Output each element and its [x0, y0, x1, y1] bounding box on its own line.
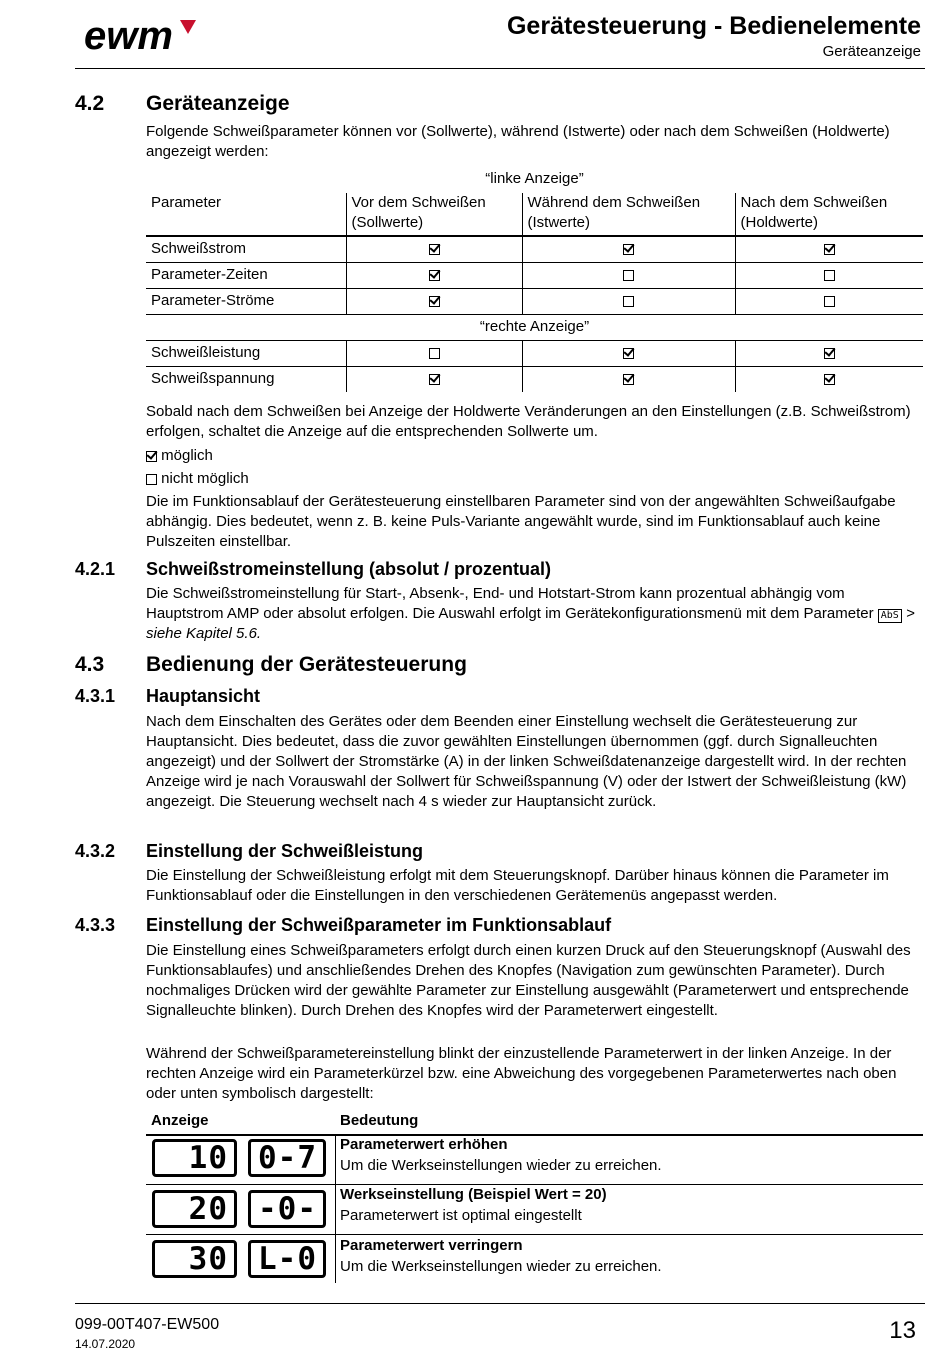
table-row: [146, 340, 923, 366]
right-lcd-display: 0-7: [248, 1139, 326, 1177]
checked-box-icon: [429, 374, 440, 385]
table-row: [146, 1234, 923, 1283]
col-display: Anzeige: [151, 1112, 209, 1129]
chapter-reference-link[interactable]: > siehe Kapitel 5.6.: [146, 605, 915, 642]
meaning-title: Parameterwert verringern: [340, 1237, 523, 1254]
empty-box-icon: [146, 474, 157, 485]
row-label: Schweißleistung: [151, 344, 261, 361]
col-parameter: Parameter: [151, 194, 222, 211]
empty-box-icon: [623, 296, 634, 307]
table-row: [146, 262, 923, 288]
meaning-title: Werkseinstellung (Beispiel Wert = 20): [340, 1186, 607, 1203]
checked-box-icon: [623, 244, 634, 255]
parameter-blink-text: Während der Schweißparametereinstellung blinkt der einzustellende Parameterwert in der linken Anzeige. In der rechten Anzeige wird ein Parameterkürzel bzw. eine Abweichung des vorgegebenen Parameterwertes nach oben oder unten symbolisch dargestellt:: [146, 1045, 897, 1102]
main-view-text: Nach dem Einschalten des Gerätes oder dem Beenden einer Einstellung wechselt die Gerätesteuerung zur Hauptansicht. Dies bedeutet, dass die zuvor gewählten Einstellungen übernommen (ggf. durch Signalleuchten angezeigt) und der Sollwert der Stromstärke (A) in der linken Schweißdatenanzeige dargestellt wird. In der rechten Anzeige wird je nach Vorauswahl der Sollwert für Schweißspannung (V) oder der Istwert der Schweißleistung (kW) angezeigt. Die Steuerung wechselt nach 4 s wieder zur Hauptansicht zurück.: [146, 713, 907, 810]
table-row: [146, 366, 923, 392]
section-number-4-3: 4.3: [75, 653, 105, 676]
header-divider: [75, 68, 925, 69]
empty-box-icon: [429, 348, 440, 359]
empty-box-icon: [824, 296, 835, 307]
right-display-heading: “rechte Anzeige”: [479, 318, 590, 335]
checked-box-icon: [623, 374, 634, 385]
right-lcd-display: -0-: [248, 1190, 326, 1228]
checked-box-icon: [824, 244, 835, 255]
legend-possible: [146, 446, 921, 466]
section-title-4-3-2: Einstellung der Schweißleistung: [146, 841, 424, 861]
ewm-logo: [84, 14, 214, 54]
section-number-4-3-3: 4.3.3: [75, 915, 116, 935]
table-row: [146, 236, 923, 262]
legend-possible-label: möglich: [161, 447, 213, 464]
page-number: 13: [889, 1317, 916, 1344]
meaning-description: Parameterwert ist optimal eingestellt: [340, 1207, 582, 1224]
intro-text: Folgende Schweißparameter können vor (Sollwerte), während (Istwerte) oder nach dem Schweißen (Holdwerte) angezeigt werden:: [146, 123, 890, 160]
row-label: Schweißstrom: [151, 240, 247, 258]
checked-box-icon: [429, 244, 440, 255]
col-meaning: Bedeutung: [340, 1112, 419, 1129]
table-row: [146, 288, 923, 314]
section-number-4-3-2: 4.3.2: [75, 841, 116, 861]
parameter-setting-text: Die Einstellung eines Schweißparameters erfolgt durch einen kurzen Druck auf den Steuerungsknopf (Auswahl des Funktionsablaufes) und anschließendes Drehen des Knopfes (Navigation zum gewünschten Parameter). Durch nochmaliges Drücken wird der gewählte Parameter zur Einstellung ausgewählt (Parameterwert und entsprechende Signalleuchte blinken). Durch Drehen des Knopfes wird der Parameterwert eingestellt.: [146, 942, 911, 1019]
header-subtitle: Geräteanzeige: [822, 43, 921, 60]
checked-box-icon: [429, 296, 440, 307]
legend-not-possible: [146, 469, 921, 489]
col-before: Vor dem Schweißen (Sollwerte): [346, 193, 522, 236]
section-title-4-3: Bedienung der Gerätesteuerung: [146, 653, 467, 676]
left-lcd-display: 30: [152, 1240, 237, 1278]
parameter-note: Die im Funktionsablauf der Gerätesteuerung einstellbaren Parameter sind von der angewählten Schweißaufgabe abhängig. Dies bedeutet, wenn z. B. keine Puls-Variante angewählt wurde, sind im Funktionsablauf auch keine Pulszeiten einstellbar.: [146, 493, 896, 550]
checked-box-icon: [146, 451, 157, 462]
left-lcd-display: 10: [152, 1139, 237, 1177]
legend-not-possible-label: nicht möglich: [161, 470, 249, 487]
current-setting-text: [146, 584, 921, 644]
svg-text:ewm: ewm: [84, 14, 173, 54]
display-table-header: [146, 1110, 923, 1136]
row-label: Parameter-Zeiten: [151, 266, 268, 283]
current-setting-body: Die Schweißstromeinstellung für Start-, Absenk-, End- und Hotstart-Strom kann prozentual abhängig vom Hauptstrom AMP oder absolut erfolgen. Die Auswahl erfolgt im Gerätekonfigurationsmenü mit dem Parameter: [146, 585, 874, 622]
col-during: Während dem Schweißen (Istwerte): [522, 193, 735, 236]
section-title-4-2-1: Schweißstromeinstellung (absolut / prozentual): [146, 559, 552, 579]
table-row: [146, 1134, 923, 1185]
meaning-description: Um die Werkseinstellungen wieder zu erreichen.: [340, 1157, 662, 1174]
document-code: 099-00T407-EW500: [75, 1316, 220, 1333]
left-lcd-display: 20: [152, 1190, 237, 1228]
table-row: [146, 1184, 923, 1235]
checked-box-icon: [824, 374, 835, 385]
empty-box-icon: [824, 270, 835, 281]
meaning-description: Um die Werkseinstellungen wieder zu erreichen.: [340, 1258, 662, 1275]
checked-box-icon: [824, 348, 835, 359]
meaning-title: Parameterwert erhöhen: [340, 1136, 508, 1153]
header-title: Gerätesteuerung - Bedienelemente: [506, 12, 921, 40]
parameter-display-table: [146, 169, 923, 392]
document-date: 14.07.2020: [75, 1337, 136, 1351]
right-lcd-display: L-0: [248, 1240, 326, 1278]
section-title-4-2: Geräteanzeige: [146, 92, 290, 115]
welding-power-text: Die Einstellung der Schweißleistung erfolgt mit dem Steuerungsknopf. Darüber hinaus können die Parameter im Funktionsablauf oder die Einstellungen in den verschiedenen Gerätemenüs angepasst werden.: [146, 867, 889, 904]
section-title-4-3-3: Einstellung der Schweißparameter im Funktionsablauf: [146, 915, 612, 935]
footer-divider: [75, 1303, 925, 1304]
row-label: Parameter-Ströme: [151, 292, 275, 309]
row-label: Schweißspannung: [151, 370, 275, 388]
section-number-4-3-1: 4.3.1: [75, 686, 116, 706]
checked-box-icon: [429, 270, 440, 281]
section-number-4-2-1: 4.2.1: [75, 559, 116, 579]
holdwerte-note: Sobald nach dem Schweißen bei Anzeige der Holdwerte Veränderungen an den Einstellungen (z.B. Schweißstrom) erfolgen, schaltet die Anzeige auf die entsprechenden Sollwerte um.: [146, 403, 911, 440]
checked-box-icon: [623, 348, 634, 359]
section-title-4-3-1: Hauptansicht: [146, 686, 261, 706]
col-after: Nach dem Schweißen (Holdwerte): [735, 193, 923, 236]
left-display-heading: “linke Anzeige”: [485, 170, 584, 187]
empty-box-icon: [623, 270, 634, 281]
section-number-4-2: 4.2: [75, 92, 105, 115]
abs-param-icon: AbS: [878, 609, 902, 623]
